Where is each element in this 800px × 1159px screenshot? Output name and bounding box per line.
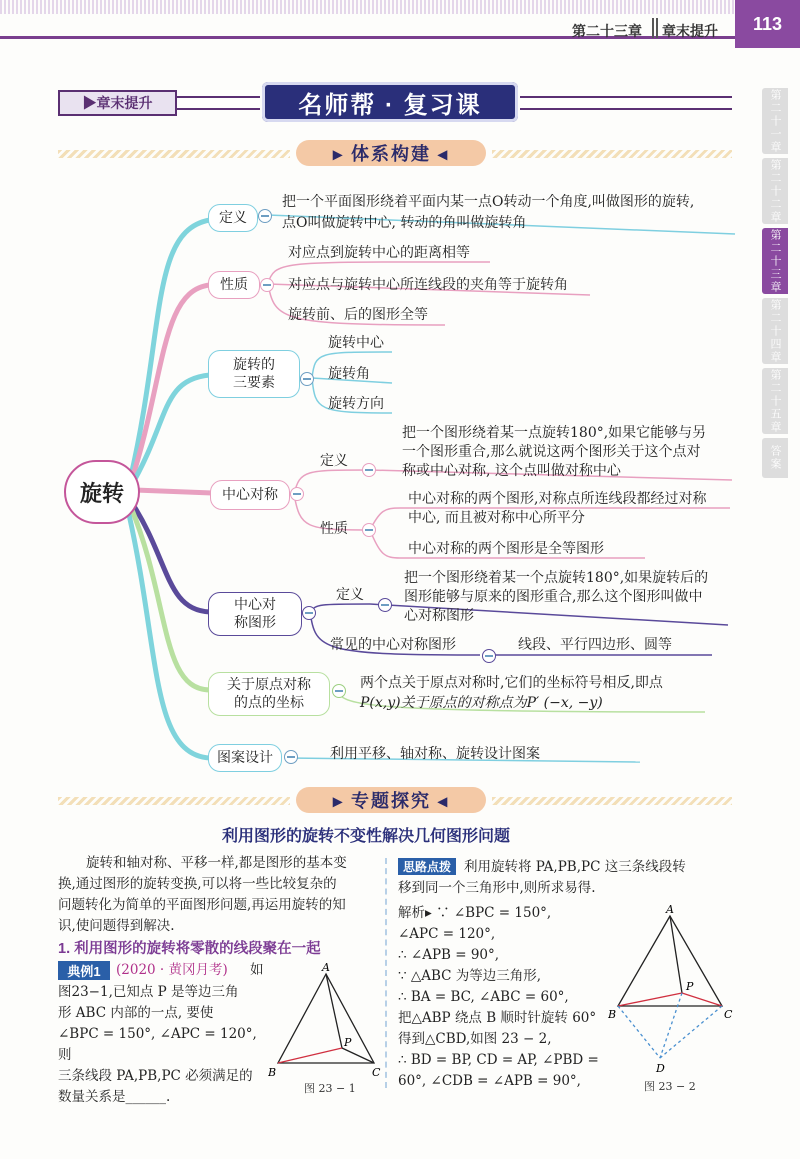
elements-label: 三要素 <box>233 375 275 391</box>
example-tag: 典例1 <box>58 961 110 980</box>
dash-band <box>492 797 732 805</box>
hint-line: 利用旋转将 PA,PB,PC 这三条线段转 <box>464 859 686 875</box>
property-item: 对应点到旋转中心的距离相等 <box>288 245 470 261</box>
central-fig-def-text: 心对称图形 <box>404 608 474 624</box>
chapter-tab[interactable]: 第二十一章 <box>762 88 788 154</box>
collapse-icon[interactable] <box>482 649 496 663</box>
central-fig-def-label: 定义 <box>336 587 364 603</box>
collapse-icon[interactable] <box>302 606 316 620</box>
node-origin-symmetry <box>208 672 330 716</box>
branch-property <box>130 285 210 485</box>
solution-line: 解析▸ ∵ ∠BPC = 150°, <box>398 905 552 921</box>
central-fig-common-label: 常见的中心对称图形 <box>330 637 456 653</box>
central-sym-def-text: 称或中心对称, 这个点叫做对称中心 <box>402 463 621 479</box>
solution-line: 60°, ∠CDB = ∠APB = 90°, <box>398 1073 581 1089</box>
hint-line: 移到同一个三角形中,则所求易得. <box>398 880 596 896</box>
node-pattern-design: 图案设计 <box>208 744 282 772</box>
intro-paragraph <box>58 853 378 937</box>
definition-text: 把一个平面图形绕着平面内某一点O转动一个角度,叫做图形的旋转, <box>282 194 695 210</box>
chapter-label: 第二十三章 <box>572 23 642 39</box>
definition-text: 点O叫做旋转中心, 转动的角叫做旋转角 <box>282 215 527 231</box>
element-item: 旋转中心 <box>328 335 384 351</box>
central-sym-def-text: 一个图形重合,那么就说这两个图形关于这个点对 <box>402 444 701 460</box>
example-body <box>58 982 268 1108</box>
chapter-tab[interactable]: 第二十二章 <box>762 158 788 224</box>
central-sym-def-label: 定义 <box>320 453 348 469</box>
collapse-icon[interactable] <box>332 684 346 698</box>
central-fig-label: 称图形 <box>234 615 276 631</box>
figure-23-1 <box>268 960 383 1080</box>
answers-tab[interactable]: 答案 <box>762 438 788 478</box>
page-number: 113 <box>735 0 800 48</box>
triangle-abc <box>618 916 722 1006</box>
subheading: 1. 利用图形的旋转将零散的线段聚在一起 <box>58 941 321 957</box>
label-c: C <box>372 1066 381 1079</box>
central-fig-common-items: 线段、平行四边形、圆等 <box>518 637 672 653</box>
collapse-icon[interactable] <box>362 463 376 477</box>
solution-line: ∵ △ABC 为等边三角形, <box>398 968 542 984</box>
central-fig-label: 中心对 <box>234 597 276 613</box>
solution-line: 把△ABP 绕点 B 顺时针旋转 60° <box>398 1010 597 1026</box>
central-sym-def-text: 把一个图形绕着某一点旋转180°,如果它能够与另 <box>402 425 707 441</box>
elements-label: 旋转的 <box>233 357 275 373</box>
hint-tag: 思路点拨 <box>398 858 456 875</box>
fig2-caption: 图 23 − 2 <box>644 1080 696 1093</box>
fig1-caption: 图 23 − 1 <box>304 1082 356 1095</box>
collapse-icon[interactable] <box>258 209 272 223</box>
example-line: 三条线段 PA,PB,PC 必须满足的 <box>58 1068 253 1084</box>
intro-line: 识,使问题得到解决. <box>58 918 175 934</box>
segment-bd <box>618 1006 660 1058</box>
intro-line: 问题转化为简单的平面图形问题,再运用旋转的知 <box>58 897 346 913</box>
origin-text: P(x,y)关于原点的对称点为P′ (−x, −y) <box>360 695 603 711</box>
central-sym-prop-label: 性质 <box>320 521 348 537</box>
review-banner: 名师帮 · 复习课 <box>262 82 518 122</box>
chapter-tab[interactable]: 第二十四章 <box>762 298 788 364</box>
figure-23-2 <box>608 900 738 1075</box>
dash-band <box>58 797 290 805</box>
example-source-tail: 如 <box>250 962 264 978</box>
label-p: P <box>686 980 694 993</box>
label-b: B <box>268 1066 277 1079</box>
example-source: (2020 · 黄冈月考) <box>116 962 228 978</box>
segment-cd <box>660 1006 722 1058</box>
collapse-icon[interactable] <box>260 278 274 292</box>
branch-central-sym <box>135 490 212 493</box>
origin-label: 的点的坐标 <box>234 695 304 711</box>
solution-line: ∴ ∠APB = 90°, <box>398 947 500 963</box>
example-line: 数量关系是______. <box>58 1089 171 1105</box>
intro-line: 旋转和轴对称、平移一样,都是图形的基本变 <box>86 855 347 871</box>
solution-line: ∠APC = 120°, <box>398 926 496 942</box>
collapse-icon[interactable] <box>300 372 314 386</box>
triangle-abc <box>278 974 374 1063</box>
label-p: P <box>344 1036 352 1049</box>
node-central-figure <box>208 592 302 636</box>
collapse-icon[interactable] <box>378 598 392 612</box>
solution-line: ∴ BA = BC, ∠ABC = 60°, <box>398 989 569 1005</box>
central-sym-prop-text: 中心, 而且被对称中心所平分 <box>408 510 585 526</box>
central-sym-prop-text: 中心对称的两个图形是全等图形 <box>408 541 604 557</box>
hint <box>398 857 738 899</box>
solution-body <box>398 903 613 1092</box>
system-build-pill: ▸ 体系构建 ◂ <box>296 140 486 166</box>
segment-pb <box>278 1048 342 1063</box>
collapse-icon[interactable] <box>290 487 304 501</box>
label-a: A <box>666 903 674 916</box>
collapse-icon[interactable] <box>284 750 298 764</box>
topic-title: 利用图形的旋转不变性解决几何图形问题 <box>222 828 511 845</box>
label-c: C <box>724 1008 733 1021</box>
example-line: 形 ABC 内部的一点, 要使 <box>58 1005 214 1021</box>
segment-pb <box>618 993 682 1006</box>
collapse-icon[interactable] <box>362 523 376 537</box>
solution-line: ∴ BD = BP, CD = AP, ∠PBD = <box>398 1052 599 1068</box>
central-fig-def-text: 把一个图形绕着某一个点旋转180°,如果旋转后的 <box>404 570 709 586</box>
segment-pa <box>326 974 342 1048</box>
design-text: 利用平移、轴对称、旋转设计图案 <box>330 746 540 762</box>
mindmap-root: 旋转 <box>64 460 140 524</box>
element-item: 旋转方向 <box>328 396 384 412</box>
node-central-symmetry: 中心对称 <box>210 480 290 510</box>
property-item: 对应点与旋转中心所连线段的夹角等于旋转角 <box>288 277 568 293</box>
segment-pc <box>342 1048 374 1063</box>
topic-explore-pill: ▸ 专题探究 ◂ <box>296 787 486 813</box>
section-title: 章末提升 <box>662 23 718 39</box>
chapter-tab[interactable]: 第二十五章 <box>762 368 788 434</box>
node-property: 性质 <box>208 271 260 299</box>
property-item: 旋转前、后的图形全等 <box>288 307 428 323</box>
node-definition: 定义 <box>208 204 258 232</box>
solution-line: 得到△CBD,如图 23 − 2, <box>398 1031 552 1047</box>
label-b: B <box>608 1008 617 1021</box>
origin-label: 关于原点对称 <box>227 677 311 693</box>
chapter-tab-active[interactable]: 第二十三章 <box>762 228 788 294</box>
column-divider <box>385 858 387 1088</box>
section-tag: ▶章末提升 <box>58 90 177 116</box>
node-three-elements <box>208 350 300 398</box>
example-line: ∠BPC = 150°, ∠APC = 120°, 则 <box>58 1026 257 1063</box>
central-sym-prop-text: 中心对称的两个图形,对称点所连线段都经过对称 <box>408 491 707 507</box>
origin-text: 两个点关于原点对称时,它们的坐标符号相反,即点 <box>360 675 663 691</box>
intro-line: 换,通过图形的旋转变换,可以将一些比较复杂的 <box>58 876 337 892</box>
central-fig-def-text: 图形能够与原来的图形重合,那么这个图形叫做中 <box>404 589 703 605</box>
example-line: 图23−1,已知点 P 是等边三角 <box>58 984 239 1000</box>
label-a: A <box>322 961 330 974</box>
element-item: 旋转角 <box>328 366 370 382</box>
label-d: D <box>656 1062 665 1075</box>
